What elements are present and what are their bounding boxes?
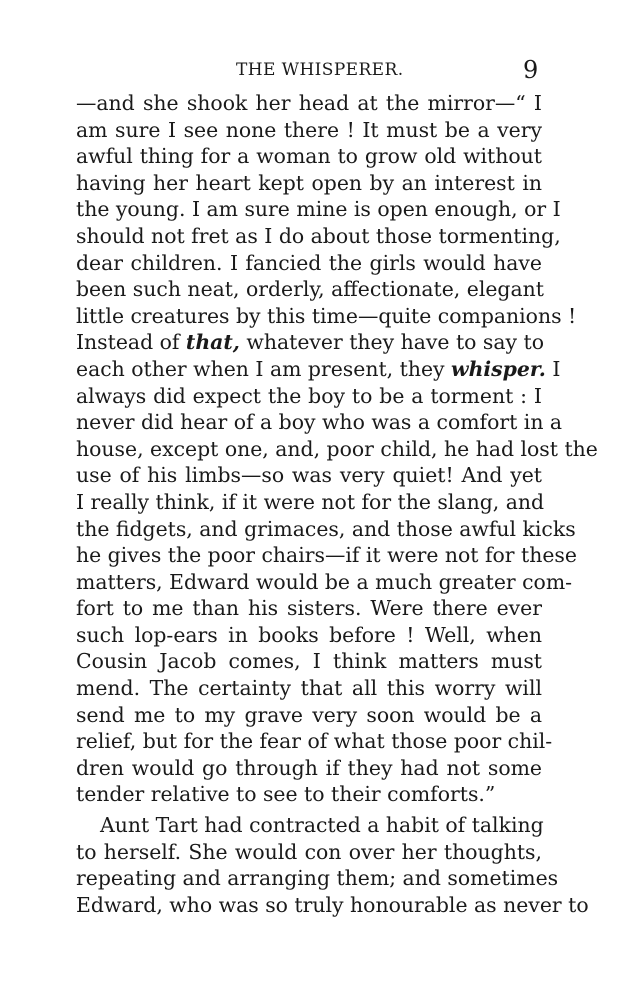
text-line	[76, 489, 545, 516]
text-run: matters, Edward would be a much greater com-	[76, 569, 573, 594]
text-line	[76, 728, 553, 755]
text-run: tender relative to see to their comforts.”	[76, 782, 496, 807]
text-run: whatever they have to say to	[239, 330, 545, 355]
text-run: having her heart kept open by an interest in	[76, 170, 542, 195]
text-line	[76, 143, 542, 170]
text-line	[76, 755, 542, 782]
text-run: dear children. I fancied the girls would have	[76, 250, 542, 275]
text-run: been such neat, orderly, affectionate, elegant	[76, 277, 544, 302]
text-line	[76, 622, 542, 649]
text-run: never did hear of a boy who was a comfort in a	[76, 410, 563, 435]
text-run: awful thing for a woman to grow old without	[76, 144, 542, 169]
text-run: should not fret as I do about those tormenting,	[76, 223, 561, 248]
text-line	[76, 250, 542, 277]
text-line	[76, 383, 542, 410]
text-run: Edward, who was so truly honourable as never to	[76, 892, 589, 917]
text-run: —and she shook her head at the mirror—“ I	[76, 91, 542, 115]
text-line	[76, 595, 542, 622]
text-run: house, except one, and, poor child, he had lost the	[76, 436, 598, 461]
text-run: each other when I am present, they	[76, 356, 452, 381]
text-run: I really think, if it were not for the slang, and	[76, 489, 545, 514]
paragraph	[76, 812, 589, 918]
text-line	[76, 170, 542, 197]
text-run: I	[545, 356, 561, 381]
text-run: dren would go through if they had not some	[76, 755, 542, 780]
text-run: send me to my grave very soon would be a	[76, 702, 542, 727]
text-run: am sure I see none there ! It must be a very	[76, 117, 542, 142]
text-line	[76, 329, 545, 356]
text-run: he gives the poor chairs—if it were not for these	[76, 543, 577, 568]
text-line	[76, 409, 563, 436]
text-run: the young. I am sure mine is open enough, or I	[76, 197, 561, 222]
text-run: little creatures by this time—quite companions !	[76, 303, 577, 328]
text-run: relief, but for the fear of what those poor chil-	[76, 729, 553, 754]
text-run: Aunt Tart had contracted a habit of talking	[100, 813, 544, 838]
text-line	[76, 569, 573, 596]
text-line	[76, 892, 589, 919]
paragraph	[76, 90, 598, 808]
text-run: to herself. She would con over her thoughts,	[76, 839, 542, 864]
text-run: Cousin Jacob comes, I think matters must	[76, 649, 542, 674]
text-line	[76, 356, 561, 383]
text-line	[76, 303, 577, 330]
emphasis-run: whisper.	[451, 356, 546, 381]
text-line	[76, 223, 561, 250]
text-line	[76, 812, 542, 839]
text-run: such lop-ears in books before ! Well, when	[76, 622, 542, 647]
text-run: Instead of	[76, 330, 186, 355]
text-run: the fidgets, and grimaces, and those awful kicks	[76, 516, 576, 541]
text-line	[76, 839, 542, 866]
text-line	[76, 436, 598, 463]
text-run: use of his limbs—so was very quiet! And yet	[76, 463, 542, 488]
page-number: 9	[523, 56, 539, 84]
emphasis-run: that,	[185, 330, 240, 355]
text-line	[76, 865, 559, 892]
text-line	[76, 648, 542, 675]
running-head	[0, 58, 623, 86]
text-line	[76, 462, 542, 489]
text-line	[76, 781, 542, 808]
text-line	[76, 117, 542, 144]
text-line	[76, 90, 542, 117]
text-run: repeating and arranging them; and sometimes	[76, 866, 559, 891]
text-run: mend. The certainty that all this worry will	[76, 676, 542, 701]
text-run: always did expect the boy to be a torment : I	[76, 383, 542, 408]
text-line	[76, 675, 542, 702]
text-line	[76, 516, 576, 543]
running-title: THE WHISPERER.	[236, 60, 404, 80]
text-line	[76, 196, 561, 223]
text-run: fort to me than his sisters. Were there ever	[76, 596, 542, 621]
body-text	[76, 90, 598, 918]
text-line	[76, 276, 542, 303]
text-line	[76, 542, 577, 569]
text-line	[76, 702, 542, 729]
